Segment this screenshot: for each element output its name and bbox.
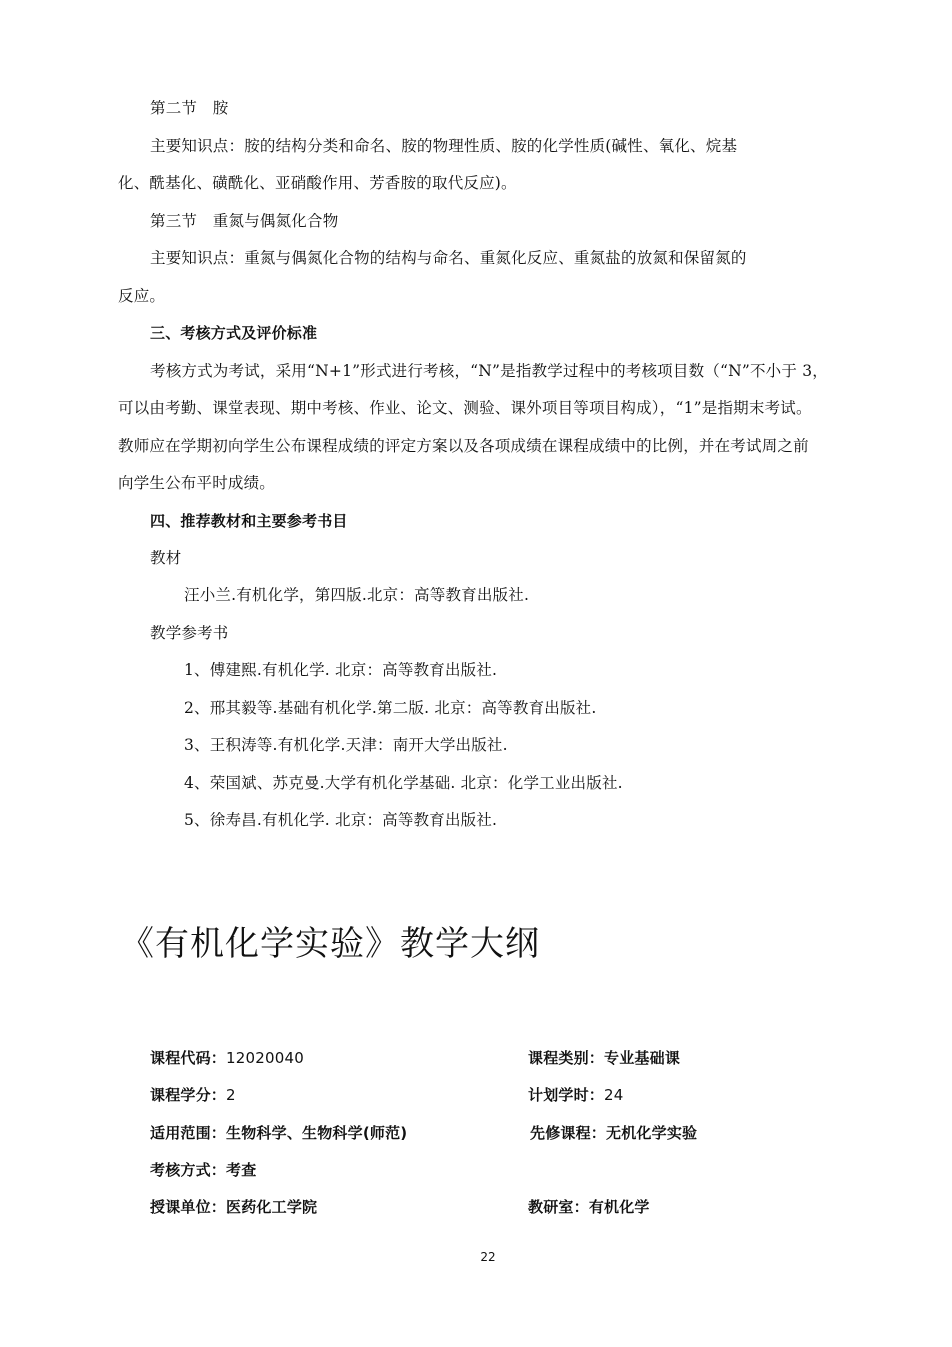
- reference-item: 2、邢其毅等.基础有机化学.第二版. 北京：高等教育出版社.: [184, 699, 597, 717]
- course-office-value: 有机化学: [588, 1198, 650, 1216]
- section2-points-line2: 化、酰基化、磺酰化、亚硝酸作用、芳香胺的取代反应)。: [118, 174, 517, 192]
- course-hours-label: 计划学时：: [528, 1086, 605, 1104]
- course-exam-value: 考查: [226, 1161, 257, 1179]
- course-code-label: 课程代码：: [150, 1049, 227, 1067]
- course-exam-label: 考核方式：: [150, 1161, 227, 1179]
- page-number: 22: [480, 1250, 496, 1264]
- course-office-label: 教研室：: [528, 1198, 589, 1216]
- assessment-line: 可以由考勤、课堂表现、期中考核、作业、论文、测验、课外项目等项目构成），“1”是指期末考试。: [118, 399, 812, 417]
- course-type-label: 课程类别：: [528, 1049, 605, 1067]
- section3-points-line2: 反应。: [118, 287, 166, 305]
- course-hours: [528, 1085, 624, 1105]
- course-type-value: 专业基础课: [604, 1049, 681, 1067]
- course-prereq: [530, 1123, 697, 1143]
- section3-points-line1: 主要知识点：重氮与偶氮化合物的结构与命名、重氮化反应、重氮盐的放氮和保留氮的: [150, 249, 747, 267]
- course-office: [528, 1197, 650, 1217]
- course-credit-label: 课程学分：: [150, 1086, 227, 1104]
- syllabus-title: 《有机化学实验》教学大纲: [120, 924, 540, 964]
- course-unit: [150, 1197, 317, 1217]
- course-code: [150, 1048, 304, 1068]
- course-unit-value: 医药化工学院: [226, 1198, 318, 1216]
- course-credit: [150, 1085, 236, 1105]
- reference-item: 5、徐寿昌.有机化学. 北京：高等教育出版社.: [184, 811, 498, 829]
- course-exam: [150, 1160, 256, 1180]
- course-hours-value: 24: [604, 1086, 624, 1104]
- course-type: [528, 1048, 680, 1068]
- textbook-entry: 汪小兰.有机化学，第四版.北京：高等教育出版社.: [184, 586, 530, 604]
- course-credit-value: 2: [226, 1086, 236, 1104]
- reference-item: 3、王积涛等.有机化学.天津：南开大学出版社.: [184, 736, 508, 754]
- course-prereq-label: 先修课程：: [530, 1124, 607, 1142]
- course-prereq-value: 无机化学实验: [606, 1124, 698, 1142]
- section3-heading: 第三节 重氮与偶氮化合物: [150, 212, 339, 230]
- reference-item: 4、荣国斌、苏克曼.大学有机化学基础. 北京：化学工业出版社.: [184, 774, 623, 792]
- reference-item: 1、傅建熙.有机化学. 北京：高等教育出版社.: [184, 661, 498, 679]
- assessment-line: 教师应在学期初向学生公布课程成绩的评定方案以及各项成绩在课程成绩中的比例，并在考试周之前: [118, 437, 809, 455]
- textbook-label: 教材: [150, 549, 182, 567]
- section2-points-line1: 主要知识点：胺的结构分类和命名、胺的物理性质、胺的化学性质(碱性、氧化、烷基: [150, 137, 738, 155]
- textbook-heading: 四、推荐教材和主要参考书目: [150, 512, 348, 530]
- assessment-line: 向学生公布平时成绩。: [118, 474, 276, 492]
- course-scope: [150, 1123, 407, 1143]
- course-scope-label: 适用范围：: [150, 1124, 227, 1142]
- course-scope-value: 生物科学、生物科学(师范): [226, 1124, 408, 1142]
- assessment-heading: 三、考核方式及评价标准: [150, 324, 318, 342]
- course-unit-label: 授课单位：: [150, 1198, 227, 1216]
- assessment-line: 考核方式为考试，采用“N+1”形式进行考核，“N”是指教学过程中的考核项目数（“N”不小于 3，: [150, 362, 828, 380]
- course-code-value: 12020040: [226, 1049, 304, 1067]
- references-label: 教学参考书: [150, 624, 229, 642]
- section2-heading: 第二节 胺: [150, 99, 229, 117]
